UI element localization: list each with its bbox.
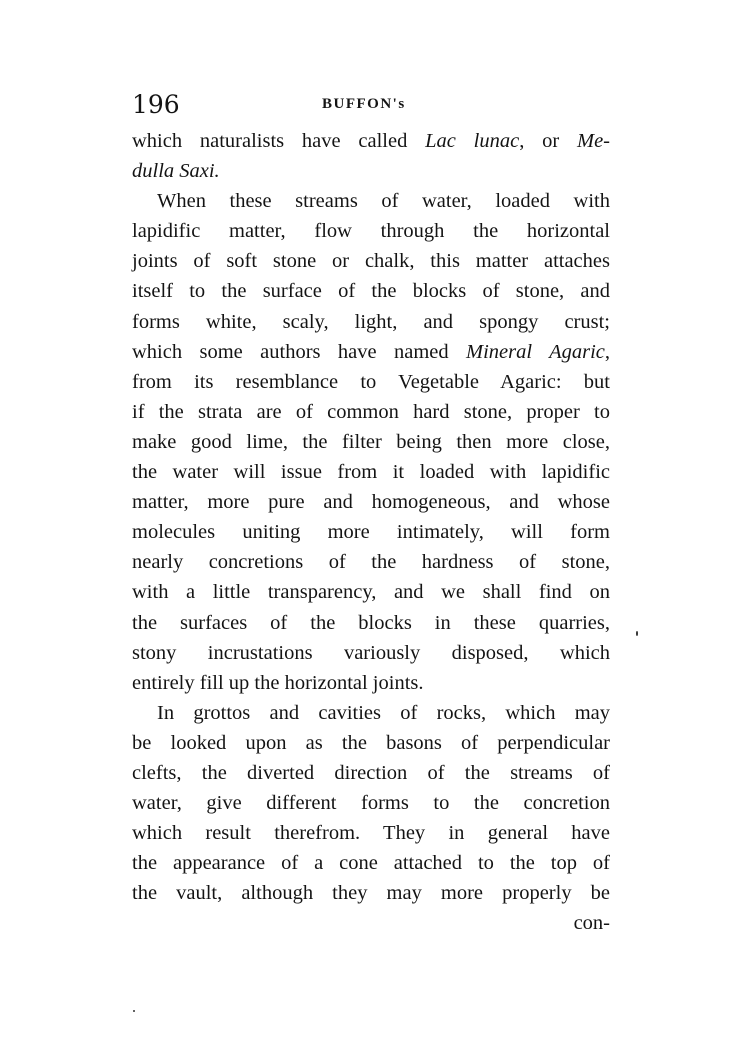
italic-term: Mineral Agaric	[466, 340, 605, 363]
page-header	[132, 90, 610, 126]
text-line: molecules uniting more intimately, will form	[132, 521, 610, 544]
text-line	[132, 156, 610, 186]
ink-speck	[133, 1010, 135, 1012]
catchword: con-	[573, 912, 610, 934]
page-number: 196	[132, 90, 180, 119]
text-line: the appearance of a cone attached to the top of	[132, 852, 610, 875]
text-line: nearly concretions of the hardness of stone,	[132, 551, 610, 574]
text-line: clefts, the diverted direction of the streams of	[132, 761, 610, 784]
italic-term: Me-	[577, 130, 611, 152]
text-line: the surfaces of the blocks in these quarries,	[132, 611, 610, 634]
italic-term: Lac lunac	[425, 130, 520, 152]
text-line: the water will issue from it loaded with lapidific	[132, 461, 610, 484]
text-line: itself to the surface of the blocks of stone, and	[132, 280, 610, 303]
text-line: which result therefrom. They in general have	[132, 822, 610, 845]
text-line: forms white, scaly, light, and spongy crust;	[132, 310, 610, 333]
text-line: with a little transparency, and we shall find on	[132, 581, 610, 604]
running-head: BUFFON's	[322, 96, 406, 112]
text-line: water, give different forms to the concretion	[132, 792, 610, 815]
text-line: joints of soft stone or chalk, this matter attaches	[132, 250, 610, 273]
ink-speck	[636, 631, 638, 636]
text-line: In grottos and cavities of rocks, which may	[157, 701, 610, 724]
italic-term: dulla Saxi.	[132, 160, 220, 183]
text-line: matter, more pure and homogeneous, and whose	[132, 491, 610, 514]
text-line: which naturalists have called Lac lunac, or Me-	[132, 130, 611, 152]
body-text	[132, 126, 610, 908]
text-line: stony incrustations variously disposed, which	[132, 641, 610, 664]
text-line: make good lime, the filter being then more close,	[132, 430, 610, 453]
text-line: the vault, although they may more properly be	[132, 882, 610, 905]
text-line: When these streams of water, loaded with	[157, 190, 610, 213]
text-line: lapidific matter, flow through the horizontal	[132, 220, 610, 243]
text-line: if the strata are of common hard stone, proper to	[132, 400, 610, 423]
text-line: from its resemblance to Vegetable Agaric: but	[132, 370, 610, 393]
text-line: be looked upon as the basons of perpendicular	[132, 731, 610, 754]
text-line: which some authors have named Mineral Agaric,	[132, 340, 610, 363]
text-line: entirely fill up the horizontal joints.	[132, 671, 424, 694]
